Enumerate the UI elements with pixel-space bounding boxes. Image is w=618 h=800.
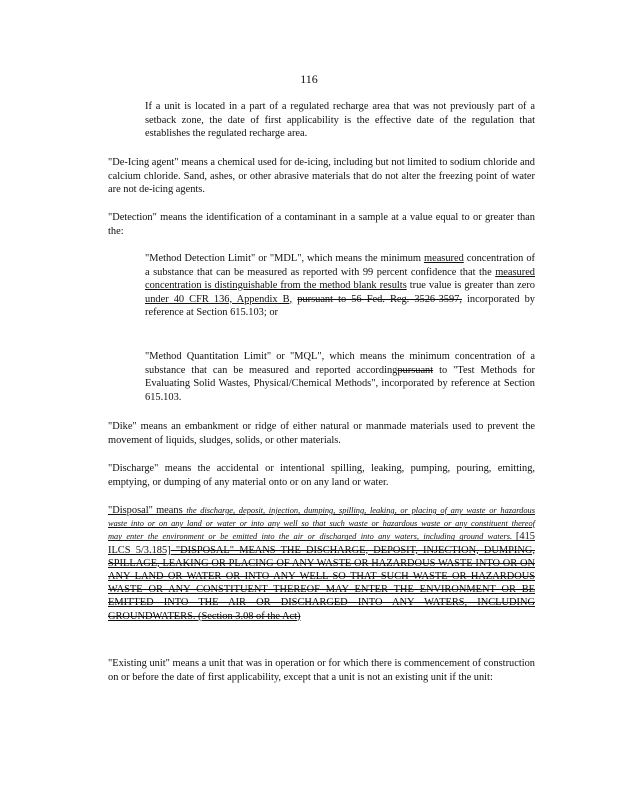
setback-paragraph: If a unit is located in a part of a regulated recharge area that was not previously part of a setback zone, the date of first applicability is the effective date of the regulation that establishes the regulated recharge area. [145,101,535,139]
disposal-inserted-citation: [415 ILCS 5/3.185] [108,531,535,556]
disposal-deleted-text: "DISPOSAL" MEANS THE DISCHARGE, DEPOSIT, INJECTION, DUMPING, SPILLAGE, LEAKING OR PLACING OF ANY WASTE OR HAZARDOUS WASTE INTO OR ON ANY LAND OR WATER OR INTO ANY WELL SO THAT SUCH WASTE OR HAZARDOUS WASTE OR ANY CONSTITUENT THEREOF MAY ENTER THE ENVIRONMENT OR BE EMITTED INTO THE AIR OR DISCHARGED INTO ANY WATERS, INCLUDING GROUNDWATERS. (Section 3.08 of the Act) [108,544,535,622]
mdl-inserted-1: measured [424,253,464,264]
mdl-text-2: concentration of a substance that can be measured as reported with 99 percent confidence that the [145,253,535,278]
mdl-text-1: "Method Detection Limit" or "MDL", which means the minimum [145,253,424,264]
mdl-text-3: true value is greater than zero [406,280,535,291]
discharge-definition: "Discharge" means the accidental or intentional spilling, leaking, pumping, pouring, emitting, emptying, or dumping of any material onto or on any land or water. [108,463,535,488]
mql-text-1: "Method Quantitation Limit" or "MQL", which means the minimum concentration of a substance that can be measured and reported according [145,351,535,376]
disposal-term: "Disposal" means [108,505,183,516]
mql-text-2: to "Test Methods for Evaluating Solid Wastes, Physical/Chemical Methods", incorporated by reference at Section 615.103. [145,364,535,403]
existing-unit-definition: "Existing unit" means a unit that was in operation or for which there is commencement of construction on or before the date of first applicability, except that a unit is not an existing unit if the unit: [108,658,535,683]
disposal-definition [108,504,535,623]
mdl-deleted-1: pursuant to 56 Fed. Reg. 3526-3597, [297,293,462,305]
dike-definition: "Dike" means an embankment or ridge of either natural or manmade materials used to prevent the movement of liquids, sludges, solids, or other materials. [108,421,535,446]
mql-definition [145,350,535,404]
mql-deleted-1: pursuant [397,364,434,376]
disposal-inserted-text: the discharge, deposit, injection, dumping, spilling, leaking, or placing of any waste or hazardous waste into or on any land or water or into any well so that such waste or hazardous waste or any constituent thereof may enter the environment or be emitted into the air or discharged into any waters, including ground waters. [108,506,535,542]
mdl-inserted-3: under 40 CFR 136, Appendix B, [145,293,293,305]
mdl-text-4: incorporated by reference at Section 615.103; or [145,293,536,318]
mdl-definition [145,252,535,320]
detection-definition: "Detection" means the identification of a contaminant in a sample at a value equal to or greater than the: [108,212,535,237]
page-number: 116 [300,72,318,86]
mdl-inserted-2: measured concentration is distinguishable from the method blank results [145,266,535,291]
deicing-agent-definition: "De-Icing agent" means a chemical used for de-icing, including but not limited to sodium chloride and calcium chloride. Sand, ashes, or other abrasive materials that do not alter the freezing point of water are not de-icing agents. [108,157,535,195]
